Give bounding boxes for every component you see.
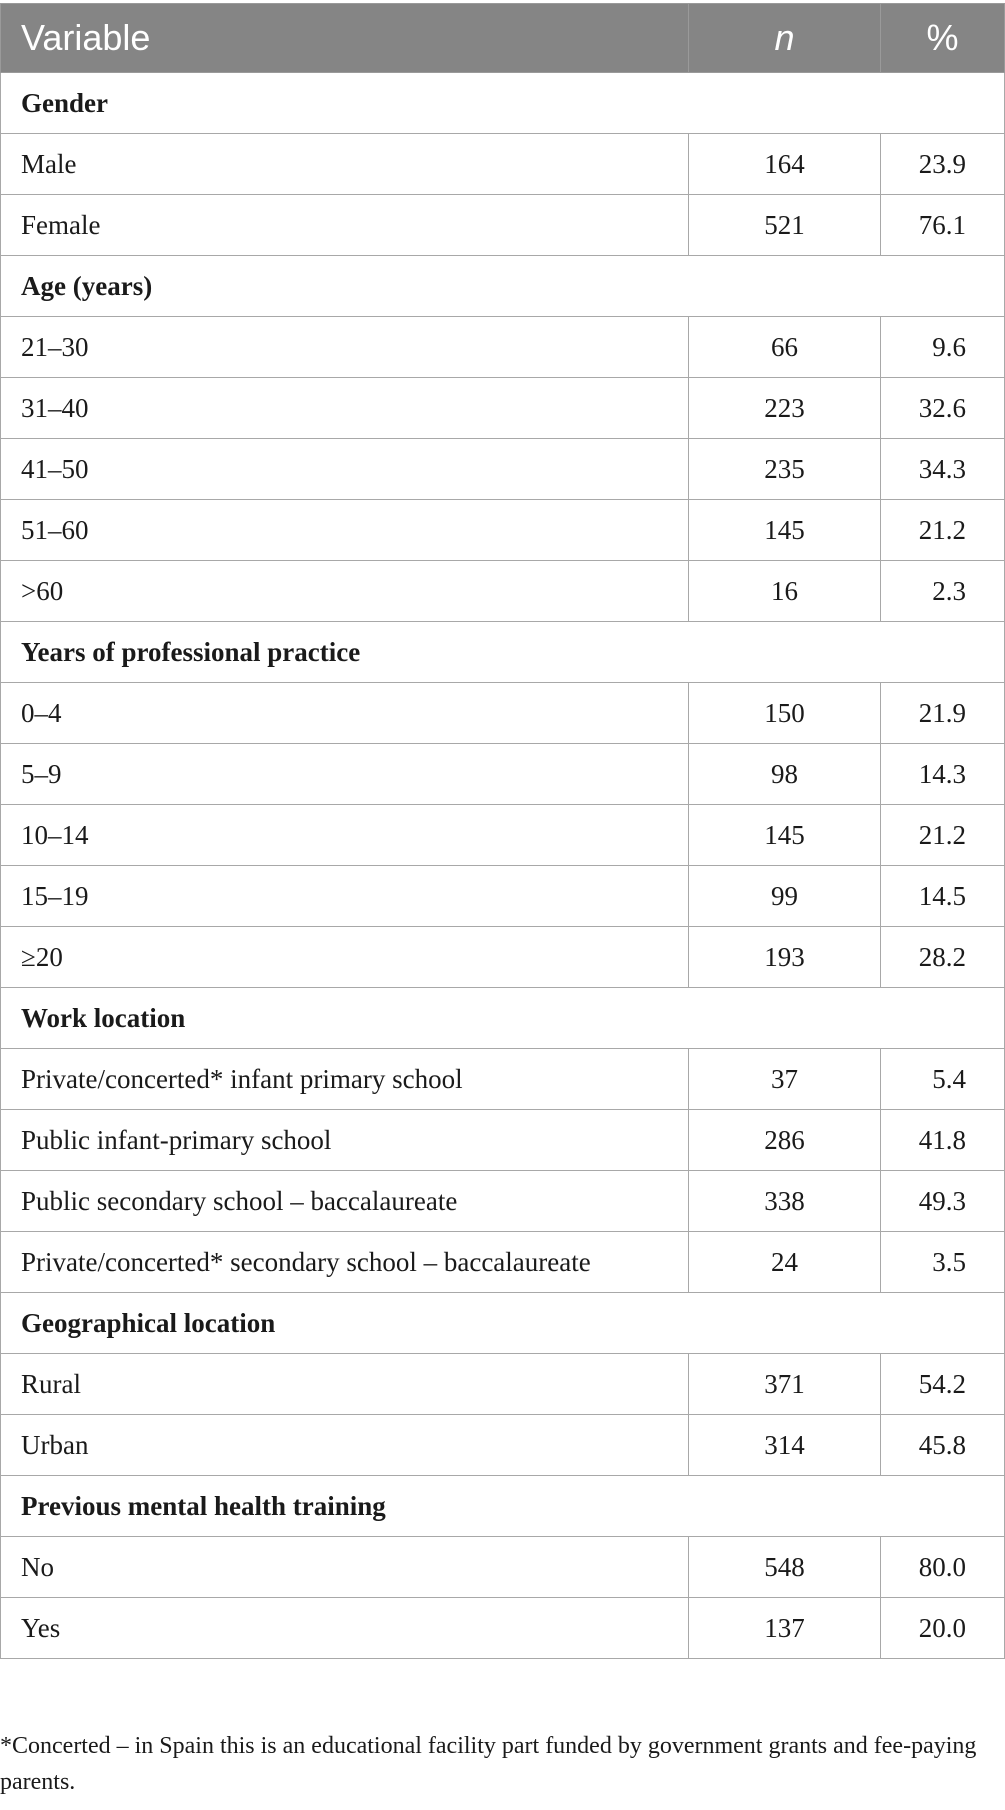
row-percent: 32.6 — [881, 378, 1005, 439]
row-percent: 80.0 — [881, 1537, 1005, 1598]
row-count: 548 — [689, 1537, 881, 1598]
row-label: >60 — [1, 561, 689, 622]
row-count: 521 — [689, 195, 881, 256]
row-percent: 14.3 — [881, 744, 1005, 805]
table-row — [1, 1171, 1005, 1232]
row-count: 137 — [689, 1598, 881, 1659]
table-row — [1, 195, 1005, 256]
section-title: Age (years) — [1, 256, 1005, 317]
header-row — [1, 4, 1005, 73]
section-title: Geographical location — [1, 1293, 1005, 1354]
row-label: Public secondary school – baccalaureate — [1, 1171, 689, 1232]
row-label: 41–50 — [1, 439, 689, 500]
row-label: 10–14 — [1, 805, 689, 866]
row-count: 286 — [689, 1110, 881, 1171]
row-percent: 45.8 — [881, 1415, 1005, 1476]
row-percent: 41.8 — [881, 1110, 1005, 1171]
row-count: 193 — [689, 927, 881, 988]
row-count: 16 — [689, 561, 881, 622]
header-variable: Variable — [1, 4, 689, 73]
table-row — [1, 744, 1005, 805]
table-row — [1, 378, 1005, 439]
row-count: 24 — [689, 1232, 881, 1293]
table-row — [1, 439, 1005, 500]
table-row — [1, 1537, 1005, 1598]
section-row — [1, 73, 1005, 134]
table-row — [1, 805, 1005, 866]
table-footnote: *Concerted – in Spain this is an educational facility part funded by government grants and fee-paying parents. — [0, 1733, 977, 1795]
row-count: 99 — [689, 866, 881, 927]
table-row — [1, 134, 1005, 195]
row-percent: 76.1 — [881, 195, 1005, 256]
row-count: 37 — [689, 1049, 881, 1110]
table-row — [1, 561, 1005, 622]
row-count: 223 — [689, 378, 881, 439]
row-count: 66 — [689, 317, 881, 378]
row-count: 164 — [689, 134, 881, 195]
table-row — [1, 1049, 1005, 1110]
row-label: 21–30 — [1, 317, 689, 378]
row-count: 145 — [689, 500, 881, 561]
section-title: Years of professional practice — [1, 622, 1005, 683]
table-row — [1, 1354, 1005, 1415]
section-title: Previous mental health training — [1, 1476, 1005, 1537]
row-percent: 2.3 — [881, 561, 1005, 622]
row-label: 15–19 — [1, 866, 689, 927]
demographics-table — [0, 3, 1005, 1659]
table-row — [1, 1232, 1005, 1293]
row-label: Male — [1, 134, 689, 195]
row-label: Rural — [1, 1354, 689, 1415]
row-percent: 34.3 — [881, 439, 1005, 500]
row-count: 235 — [689, 439, 881, 500]
row-percent: 20.0 — [881, 1598, 1005, 1659]
section-row — [1, 1293, 1005, 1354]
row-count: 150 — [689, 683, 881, 744]
table-row — [1, 866, 1005, 927]
row-label: 5–9 — [1, 744, 689, 805]
row-percent: 54.2 — [881, 1354, 1005, 1415]
row-count: 145 — [689, 805, 881, 866]
section-row — [1, 256, 1005, 317]
row-label: Yes — [1, 1598, 689, 1659]
row-label: ≥20 — [1, 927, 689, 988]
row-label: Female — [1, 195, 689, 256]
row-percent: 49.3 — [881, 1171, 1005, 1232]
row-count: 314 — [689, 1415, 881, 1476]
row-count: 98 — [689, 744, 881, 805]
table-row — [1, 317, 1005, 378]
row-label: 31–40 — [1, 378, 689, 439]
row-percent: 21.2 — [881, 805, 1005, 866]
row-percent: 3.5 — [881, 1232, 1005, 1293]
table-row — [1, 1415, 1005, 1476]
row-label: Private/concerted* infant primary school — [1, 1049, 689, 1110]
section-title: Work location — [1, 988, 1005, 1049]
row-label: Urban — [1, 1415, 689, 1476]
table-body — [1, 73, 1005, 1659]
row-label: 0–4 — [1, 683, 689, 744]
table-row — [1, 1110, 1005, 1171]
header-percent: % — [881, 4, 1005, 73]
section-row — [1, 622, 1005, 683]
section-row — [1, 1476, 1005, 1537]
section-row — [1, 988, 1005, 1049]
row-percent: 21.2 — [881, 500, 1005, 561]
row-percent: 9.6 — [881, 317, 1005, 378]
row-percent: 14.5 — [881, 866, 1005, 927]
table-row — [1, 683, 1005, 744]
row-count: 338 — [689, 1171, 881, 1232]
table-header — [1, 4, 1005, 73]
row-percent: 28.2 — [881, 927, 1005, 988]
row-label: Public infant-primary school — [1, 1110, 689, 1171]
row-label: No — [1, 1537, 689, 1598]
row-percent: 5.4 — [881, 1049, 1005, 1110]
table-row — [1, 927, 1005, 988]
section-title: Gender — [1, 73, 1005, 134]
row-percent: 21.9 — [881, 683, 1005, 744]
header-n: n — [689, 4, 881, 73]
row-percent: 23.9 — [881, 134, 1005, 195]
row-label: 51–60 — [1, 500, 689, 561]
row-count: 371 — [689, 1354, 881, 1415]
table-row — [1, 500, 1005, 561]
demographics-table-container — [0, 3, 1004, 1659]
table-row — [1, 1598, 1005, 1659]
row-label: Private/concerted* secondary school – baccalaureate — [1, 1232, 689, 1293]
